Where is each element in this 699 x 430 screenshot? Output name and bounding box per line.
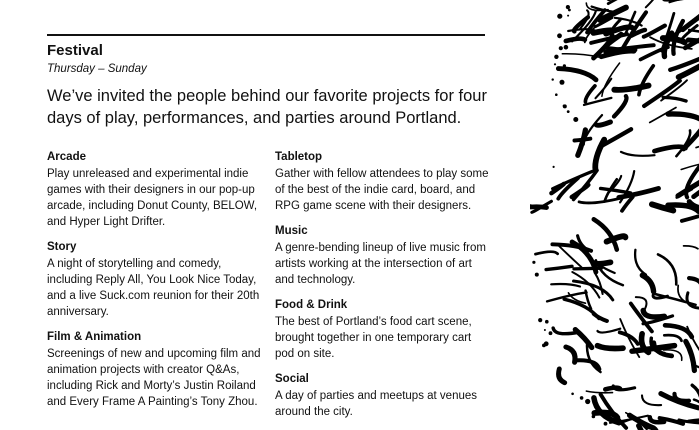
program-item-story xyxy=(47,240,262,320)
ink-stroke xyxy=(621,152,655,156)
ink-stroke xyxy=(572,185,589,197)
ink-dot xyxy=(566,5,570,9)
ink-stroke xyxy=(586,391,612,393)
program-item-description: A night of storytelling and comedy, including Reply All, You Look Nice Today, and a live Suck.com reunion for their 20th anniversary. xyxy=(47,258,260,318)
program-item-title: Music xyxy=(275,225,308,237)
program-item-description: A day of parties and meetups at venues around the city. xyxy=(275,390,478,418)
ink-stroke xyxy=(614,86,648,90)
ink-dot xyxy=(564,45,569,50)
ink-dot xyxy=(554,63,556,65)
ink-stroke xyxy=(595,140,604,171)
section-divider xyxy=(47,34,485,36)
ink-stroke xyxy=(551,284,580,287)
ink-stroke xyxy=(658,254,676,284)
ink-stroke xyxy=(663,97,686,101)
ink-stroke xyxy=(635,250,646,275)
ink-dot xyxy=(552,78,554,80)
decorative-wave-illustration xyxy=(530,0,699,430)
program-item-description: Gather with fellow attendees to play some of the best of the indie card, board, and RPG game scene with their designers. xyxy=(275,168,489,212)
program-item-title: Food & Drink xyxy=(275,299,348,311)
ink-stroke xyxy=(689,420,699,421)
ink-dot xyxy=(573,117,578,122)
ink-stroke xyxy=(643,311,664,318)
ink-dot xyxy=(532,261,535,264)
program-item-social xyxy=(275,372,490,420)
ink-stroke xyxy=(636,297,647,310)
ink-stroke xyxy=(689,278,699,289)
ink-stroke xyxy=(642,275,653,291)
section-title: Festival xyxy=(47,42,103,59)
program-item-title: Tabletop xyxy=(275,151,323,163)
ink-dot xyxy=(557,33,562,38)
program-item-description: A genre-bending lineup of live music from artists working at the intersection of art and technology. xyxy=(275,242,486,286)
ink-dot xyxy=(571,393,574,396)
ink-dot xyxy=(592,415,596,419)
ink-dot xyxy=(535,273,539,277)
ink-stroke xyxy=(598,329,621,333)
ink-stroke xyxy=(552,244,591,251)
ink-stroke xyxy=(578,130,586,156)
ink-stroke xyxy=(644,26,665,37)
ink-dot xyxy=(553,166,555,168)
program-column-right xyxy=(275,150,490,430)
ink-stroke xyxy=(579,198,621,203)
ink-dot xyxy=(542,344,546,348)
program-column-left xyxy=(47,150,262,420)
ink-stroke xyxy=(558,69,596,80)
program-item-food-drink xyxy=(275,298,490,362)
ink-dot xyxy=(544,329,546,331)
ink-dot xyxy=(557,14,562,19)
ink-stroke xyxy=(597,122,611,125)
ink-stroke xyxy=(546,266,572,269)
program-item-description: The best of Portland’s food cart scene, brought together in one temporary cart pod on site. xyxy=(275,316,472,360)
ink-stroke xyxy=(656,294,696,305)
ink-dot xyxy=(563,105,566,108)
ink-stroke xyxy=(639,66,653,95)
ink-stroke xyxy=(566,347,575,362)
ink-stroke xyxy=(574,268,601,269)
ink-dot xyxy=(580,396,584,400)
ink-stroke xyxy=(559,369,565,383)
ink-dot xyxy=(559,46,563,50)
ink-stroke xyxy=(584,98,611,105)
program-item-title: Social xyxy=(275,373,309,385)
ink-stroke xyxy=(574,281,613,300)
ink-dot xyxy=(538,318,542,322)
ink-stroke xyxy=(585,86,595,102)
ink-dot xyxy=(567,110,570,113)
ink-stroke xyxy=(594,219,617,249)
ink-dot xyxy=(545,320,549,324)
program-item-arcade xyxy=(47,150,262,230)
ink-dot xyxy=(554,55,558,59)
program-item-title: Film & Animation xyxy=(47,331,142,343)
ink-dot xyxy=(585,399,590,404)
ink-stroke xyxy=(642,395,661,405)
ink-stroke xyxy=(669,0,696,2)
ink-dot xyxy=(549,333,551,335)
ink-stroke xyxy=(664,335,681,341)
ink-stroke xyxy=(687,293,699,308)
ink-stroke xyxy=(614,96,626,116)
program-item-description: Play unreleased and experimental indie games with their designers in our pop-up arcade, including Donut County, BELOW, and Hyper Light Drifter. xyxy=(47,168,258,228)
program-item-music xyxy=(275,224,490,288)
ink-dot xyxy=(555,93,558,96)
program-item-description: Screenings of new and upcoming film and animation projects with creator Q&As, including Rick and Morty’s Justin Roiland and Every Frame A Painting’s Tony Zhou. xyxy=(47,348,261,408)
ink-dot xyxy=(604,422,608,426)
ink-stroke xyxy=(536,252,558,254)
program-item-tabletop xyxy=(275,150,490,214)
ink-stroke xyxy=(598,346,624,349)
section-dates: Thursday – Sunday xyxy=(47,63,147,75)
ink-stroke xyxy=(646,0,657,7)
program-item-title: Arcade xyxy=(47,151,86,163)
ink-stroke xyxy=(688,40,699,41)
ink-stroke xyxy=(674,394,689,401)
ink-dot xyxy=(567,15,569,17)
ink-dot xyxy=(560,80,563,83)
ink-stroke xyxy=(575,330,592,348)
ink-stroke xyxy=(684,246,698,249)
ink-stroke xyxy=(622,197,633,211)
program-item-film-animation xyxy=(47,330,262,410)
ink-dot xyxy=(563,64,566,67)
ink-stroke xyxy=(668,114,699,124)
intro-text: We’ve invited the people behind our favorite projects for four days of play, performances, and parties around Portland. xyxy=(47,87,487,127)
program-item-title: Story xyxy=(47,241,77,253)
ink-dot xyxy=(568,9,571,12)
ink-stroke xyxy=(596,79,612,99)
